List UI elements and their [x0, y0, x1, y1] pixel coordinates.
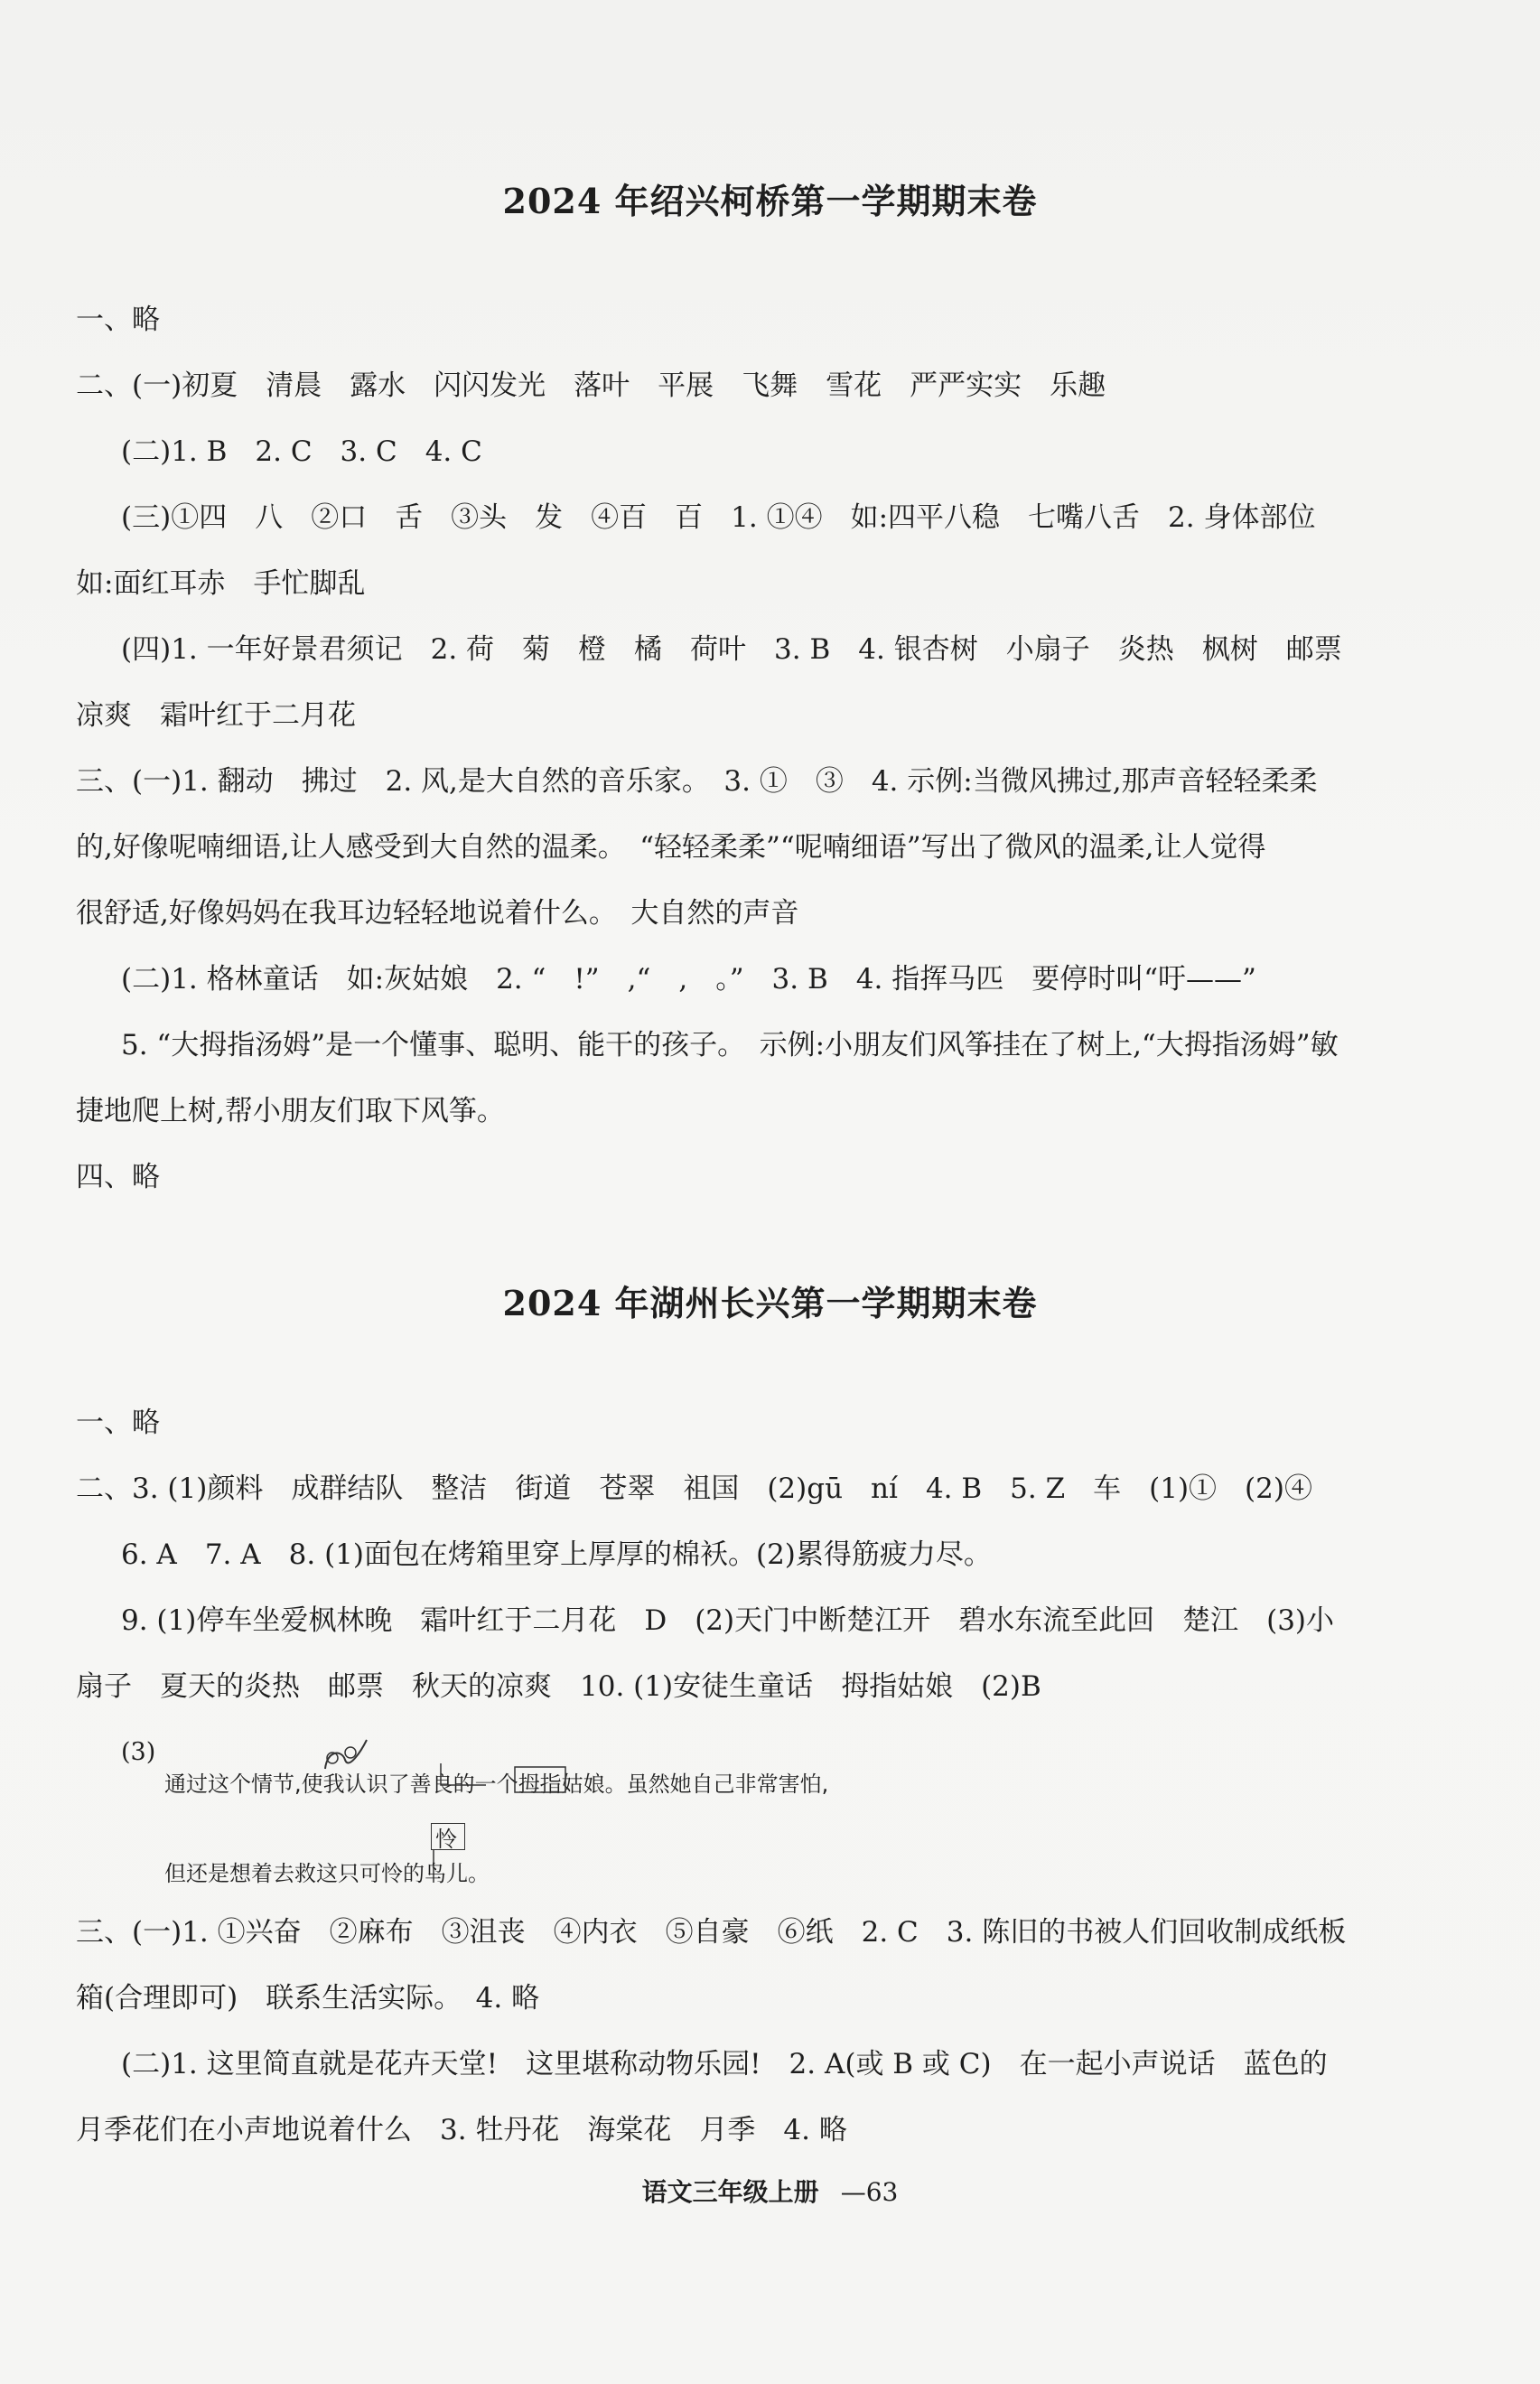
s1-line-10: 很舒适,好像妈妈在我耳边轻轻地说着什么。 大自然的声音	[76, 897, 799, 930]
s1-line-11: (二)1. 格林童话 如:灰姑娘 2. “ !” ,“ , 。” 3. B 4. 指挥马匹 要停时叫“吁——”	[121, 963, 1256, 996]
s2-line-5: 扇子 夏天的炎热 邮票 秋天的凉爽 10. (1)安徒生童话 拇指姑娘 (2)B	[76, 1670, 1041, 1703]
page-footer	[0, 2173, 1540, 2209]
s1-line-4: (三)①四 八 ②口 舌 ③头 发 ④百 百 1. ①④ 如:四平八稳 七嘴八舌 2. 身体部位	[121, 501, 1316, 534]
s1-line-8: 三、(一)1. 翻动 拂过 2. 风,是大自然的音乐家。 3. ① ③ 4. 示例:当微风拂过,那声音轻轻柔柔	[76, 765, 1318, 798]
s1-line-9: 的,好像呢喃细语,让人感受到大自然的温柔。 “轻轻柔柔”“呢喃细语”写出了微风的温柔,让人觉得	[76, 831, 1266, 864]
s2-line-4: 9. (1)停车坐爱枫林晚 霜叶红于二月花 D (2)天门中断楚江开 碧水东流至此回 楚江 (3)小	[121, 1604, 1335, 1637]
section1-title: 2024 年绍兴柯桥第一学期期末卷	[502, 181, 1038, 221]
s1-line-2: 二、(一)初夏 清晨 露水 闪闪发光 落叶 平展 飞舞 雪花 严严实实 乐趣	[76, 369, 1106, 402]
s1-line-6: (四)1. 一年好景君须记 2. 荷 菊 橙 橘 荷叶 3. B 4. 银杏树 小扇子 炎热 枫树 邮票	[121, 633, 1342, 666]
section2-title: 2024 年湖州长兴第一学期期末卷	[502, 1283, 1038, 1323]
s2-line-7: 箱(合理即可) 联系生活实际。 4. 略	[76, 1982, 540, 2015]
s2-line-3: 6. A 7. A 8. (1)面包在烤箱里穿上厚厚的棉袄。(2)累得筋疲力尽。	[121, 1538, 992, 1571]
correction-label: (3)	[121, 1738, 156, 1766]
s2-line-9: 月季花们在小声地说着什么 3. 牡丹花 海棠花 月季 4. 略	[76, 2114, 847, 2146]
s1-line-12: 5. “大拇指汤姆”是一个懂事、聪明、能干的孩子。 示例:小朋友们风筝挂在了树上,“大拇指汤姆”敏	[121, 1029, 1339, 1061]
correction-line-1: 通过这个情节,使我认识了善良的一个拇指姑娘。虽然她自己非常害怕,	[164, 1772, 829, 1797]
s1-line-13: 捷地爬上树,帮小朋友们取下风筝。	[76, 1095, 505, 1127]
proofreading-marks	[307, 1733, 578, 1796]
correction-line-2: 但还是想着去救这只可怜的鸟儿。	[164, 1861, 490, 1886]
footer-label: 语文三年级上册	[641, 2177, 819, 2207]
delete-mark-circle-2	[345, 1747, 356, 1758]
s2-line-2: 二、3. (1)颜料 成群结队 整洁 街道 苍翠 祖国 (2)gū ní 4. B 5. Z 车 (1)① (2)④	[76, 1472, 1312, 1505]
s1-line-1: 一、略	[76, 304, 160, 336]
s1-line-3: (二)1. B 2. C 3. C 4. C	[121, 435, 482, 468]
move-mark-box	[515, 1767, 565, 1792]
s2-line-1: 一、略	[76, 1407, 160, 1439]
page-number: —63	[840, 2177, 899, 2207]
s1-line-14: 四、略	[76, 1161, 160, 1193]
insert-word: 怜	[435, 1827, 457, 1852]
move-mark-bracket	[441, 1763, 486, 1785]
s2-line-8: (二)1. 这里简直就是花卉天堂! 这里堪称动物乐园! 2. A(或 B 或 C) 在一起小声说话 蓝色的	[121, 2048, 1328, 2080]
s1-line-7: 凉爽 霜叶红于二月花	[76, 699, 356, 732]
s1-line-5: 如:面红耳赤 手忙脚乱	[76, 567, 366, 600]
s2-line-6: 三、(一)1. ①兴奋 ②麻布 ③沮丧 ④内衣 ⑤自豪 ⑥纸 2. C 3. 陈旧的书被人们回收制成纸板	[76, 1916, 1347, 1949]
